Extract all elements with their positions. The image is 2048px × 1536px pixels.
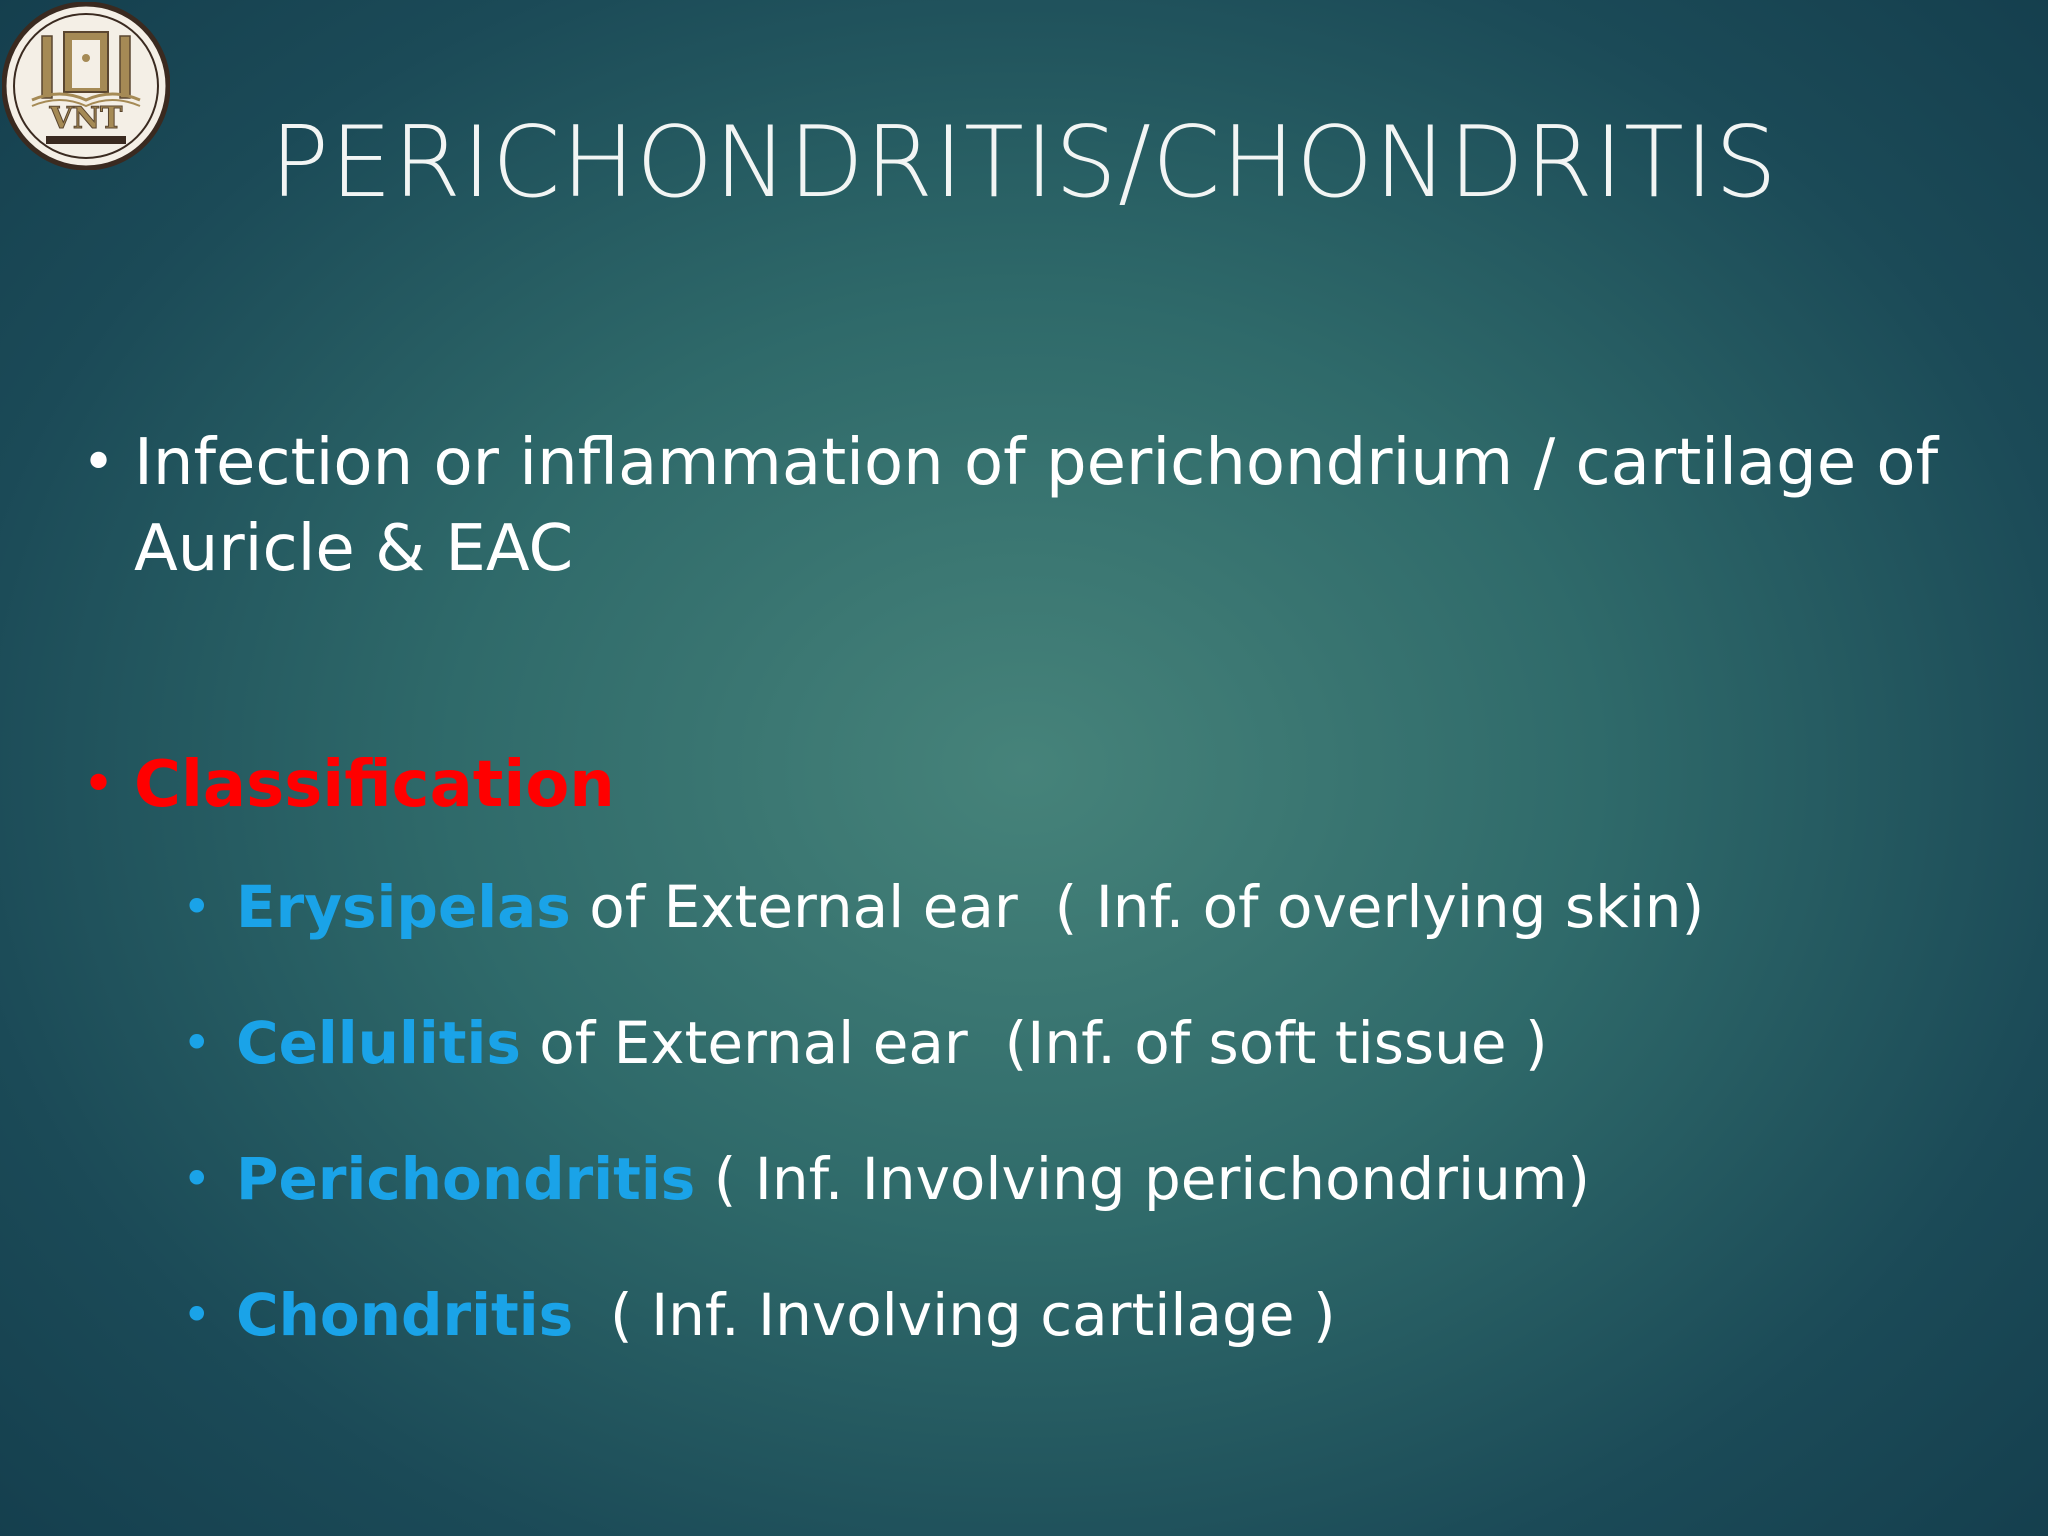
list-item <box>182 1276 1982 1354</box>
slide-title: PERICHONDRITIS/CHONDRITIS <box>269 106 1778 220</box>
term-description: of External ear (Inf. of soft tissue ) <box>520 1009 1548 1077</box>
term-perichondritis: Perichondritis <box>236 1145 696 1213</box>
list-item <box>182 1004 1982 1082</box>
bullet-dot: • <box>182 878 212 936</box>
bullet-dot: • <box>82 752 116 817</box>
bullet-dot: • <box>82 430 116 495</box>
classification-heading: Classification <box>134 748 615 822</box>
bullet-classification <box>82 742 1982 828</box>
bullet-definition <box>82 420 1982 592</box>
term-description: of External ear ( Inf. of overlying skin) <box>570 873 1705 941</box>
slide-body <box>82 420 1982 1412</box>
logo-text: VNT <box>49 101 123 136</box>
term-cellulitis: Cellulitis <box>236 1009 521 1077</box>
bullet-dot: • <box>182 1150 212 1208</box>
list-item <box>182 1140 1982 1218</box>
definition-line-1: Infection or inflammation of perichondrium / cartilage of <box>134 426 1939 500</box>
bullet-dot: • <box>182 1014 212 1072</box>
list-item <box>182 868 1982 946</box>
term-description: ( Inf. Involving cartilage ) <box>573 1281 1336 1349</box>
definition-line-2: Auricle & EAC <box>134 512 574 586</box>
bullet-dot: • <box>182 1286 212 1344</box>
term-erysipelas: Erysipelas <box>236 873 571 941</box>
term-description: ( Inf. Involving perichondrium) <box>695 1145 1590 1213</box>
classification-list <box>82 868 1982 1354</box>
term-chondritis: Chondritis <box>236 1281 574 1349</box>
